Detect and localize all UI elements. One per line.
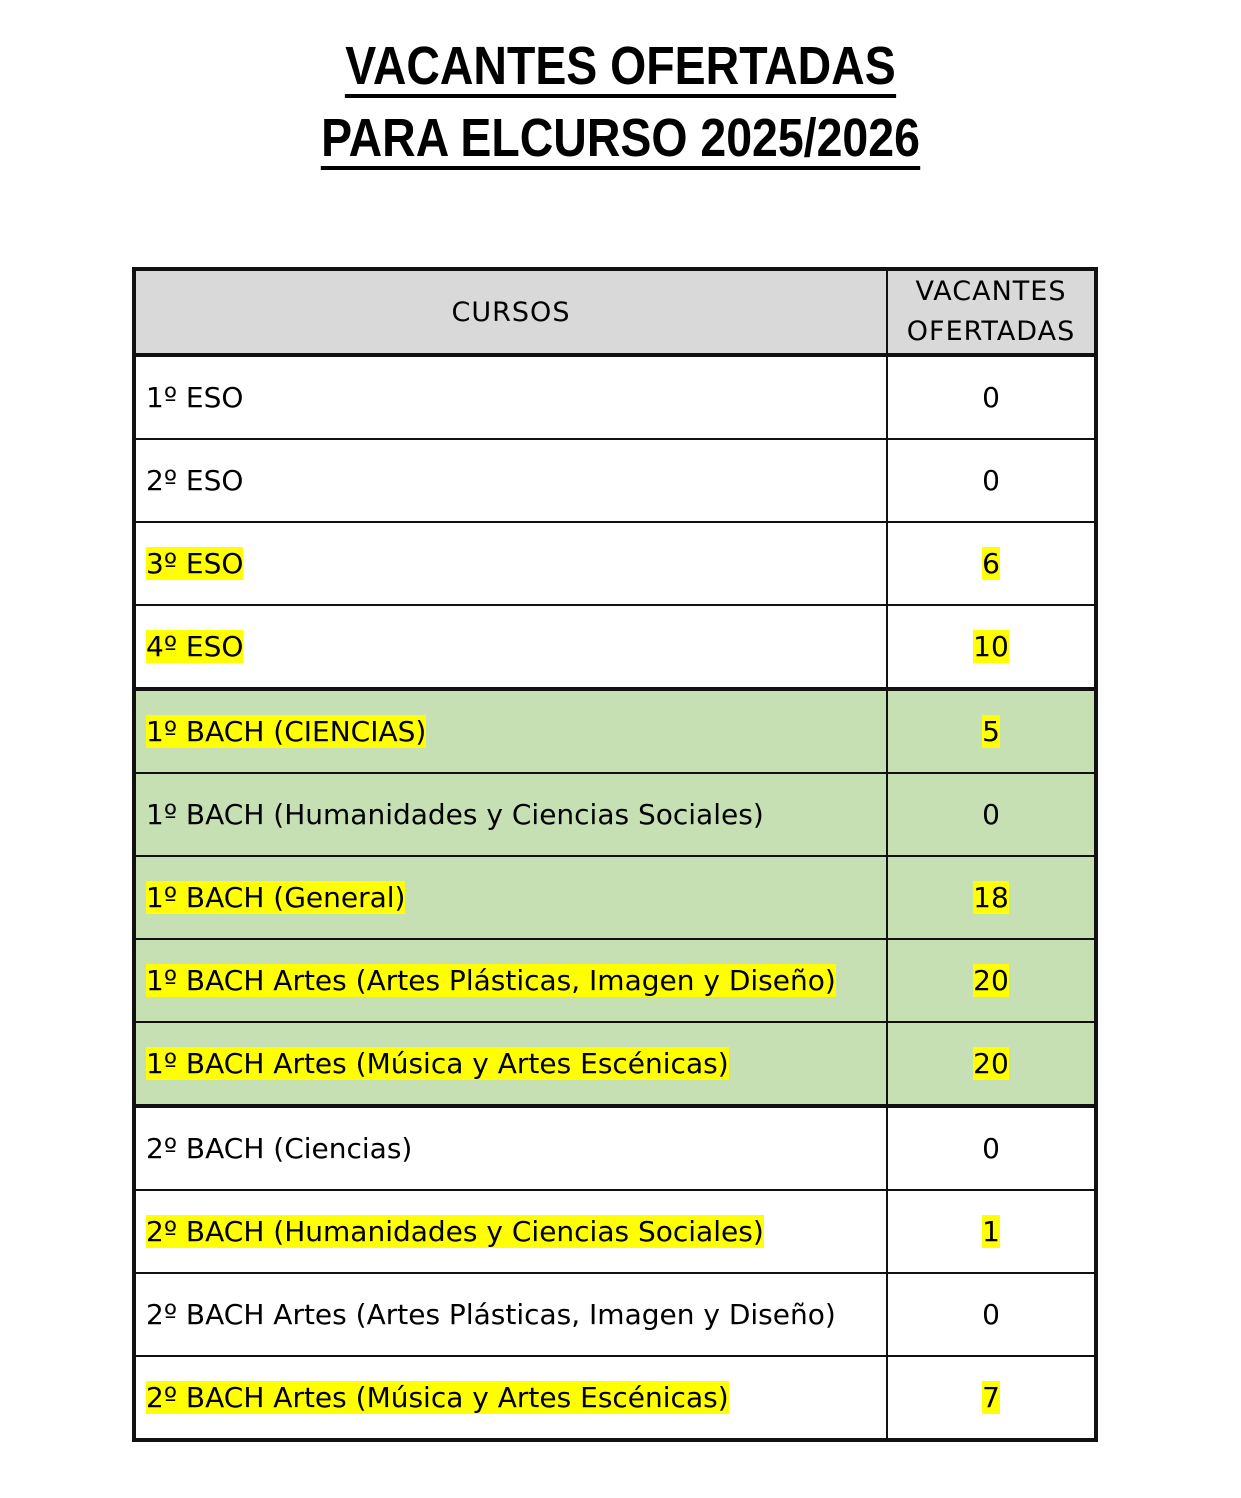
table-row [134,1022,1096,1106]
table-row [134,939,1096,1022]
course-name: 1º ESO [146,381,244,414]
vacancies-value: 10 [973,630,1009,663]
table-row [134,773,1096,856]
vacancies-value: 20 [973,1047,1009,1080]
course-name: 2º BACH Artes (Artes Plásticas, Imagen y Diseño) [146,1298,836,1331]
vacancies-value: 0 [982,381,1000,414]
vacancies-value: 0 [982,464,1000,497]
vacancies-cell [887,1022,1096,1106]
vacancies-cell [887,439,1096,522]
course-cell [134,1356,887,1440]
course-cell [134,439,887,522]
vacancies-value: 18 [973,881,1009,914]
vacancies-value: 6 [982,547,1000,580]
header-vacantes-line-2: OFERTADAS [906,316,1076,347]
vacancies-cell [887,773,1096,856]
vacancies-table [132,267,1098,1442]
course-name: 4º ESO [146,630,244,663]
vacancies-cell [887,605,1096,689]
table-row [134,856,1096,939]
vacancies-cell [887,355,1096,439]
vacancies-value: 5 [982,715,1000,748]
course-name: 2º BACH (Humanidades y Ciencias Sociales) [146,1215,764,1248]
vacancies-cell [887,522,1096,605]
header-cursos: CURSOS [134,269,887,355]
course-cell [134,773,887,856]
course-cell [134,355,887,439]
course-cell [134,689,887,773]
course-cell [134,522,887,605]
vacancies-cell [887,689,1096,773]
vacancies-cell [887,1106,1096,1190]
table-row [134,1273,1096,1356]
vacancies-value: 0 [982,1132,1000,1165]
vacancies-value: 1 [982,1215,1000,1248]
table-row [134,522,1096,605]
course-name: 1º BACH (CIENCIAS) [146,715,427,748]
course-cell [134,1106,887,1190]
header-vacantes [887,269,1096,355]
course-cell [134,1190,887,1273]
course-cell [134,856,887,939]
vacancies-value: 20 [973,964,1009,997]
course-cell [134,605,887,689]
vacancies-cell [887,1273,1096,1356]
page-title [87,34,1154,178]
vacancies-cell [887,1190,1096,1273]
table-row [134,1106,1096,1190]
course-name: 1º BACH (Humanidades y Ciencias Sociales) [146,798,764,831]
course-name: 1º BACH (General) [146,881,406,914]
table-row [134,1356,1096,1440]
course-cell [134,939,887,1022]
table-row [134,605,1096,689]
course-name: 2º ESO [146,464,244,497]
table-row [134,689,1096,773]
header-vacantes-line-1: VACANTES [915,276,1067,307]
course-name: 1º BACH Artes (Artes Plásticas, Imagen y Diseño) [146,964,836,997]
vacancies-cell [887,1356,1096,1440]
course-name: 2º BACH (Ciencias) [146,1132,413,1165]
vacancies-value: 0 [982,1298,1000,1331]
table-row [134,1190,1096,1273]
course-name: 1º BACH Artes (Música y Artes Escénicas) [146,1047,729,1080]
vacancies-value: 7 [982,1381,1000,1414]
course-cell [134,1273,887,1356]
title-line-2: PARA ELCURSO 2025/2026 [321,108,920,168]
vacancies-cell [887,939,1096,1022]
vacancies-value: 0 [982,798,1000,831]
table-row [134,355,1096,439]
course-name: 2º BACH Artes (Música y Artes Escénicas) [146,1381,729,1414]
table-header-row [134,269,1096,355]
title-line-1: VACANTES OFERTADAS [345,36,896,96]
course-name: 3º ESO [146,547,244,580]
course-cell [134,1022,887,1106]
table-row [134,439,1096,522]
vacancies-cell [887,856,1096,939]
